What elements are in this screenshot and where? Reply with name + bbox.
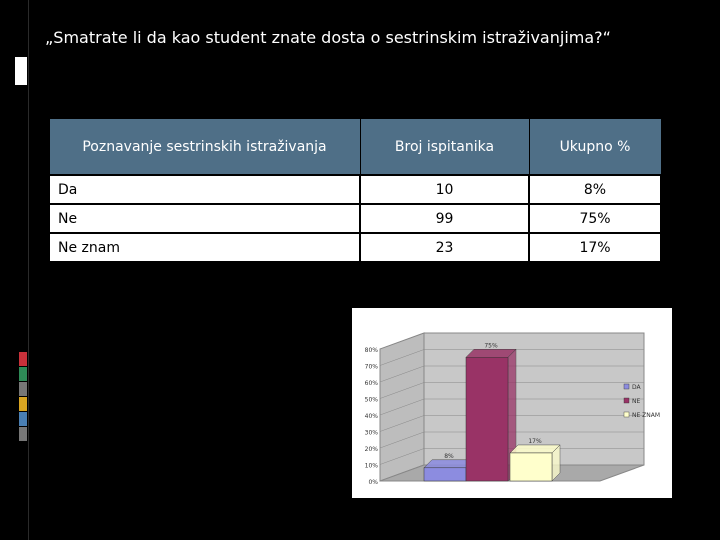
chart-svg [352,308,672,498]
row-count: 23 [360,233,529,262]
row-count: 10 [360,175,529,204]
row-percent: 75% [529,204,661,233]
header-knowledge: Poznavanje sestrinskih istraživanja [49,119,360,176]
y-tick-label: 70% [364,363,378,371]
bar-ne [466,357,508,481]
y-tick-label: 20% [364,446,378,453]
row-count: 99 [360,204,529,233]
y-tick-label: 40% [364,413,378,420]
row-label: Ne znam [49,233,360,262]
accent-bars [19,352,27,442]
accent-bar [19,427,27,441]
legend-label: NE ZNAM [632,412,661,419]
accent-bar [19,367,27,381]
bar-top [466,349,516,357]
table-row [49,175,661,204]
y-tick-label: 10% [364,462,378,470]
y-tick-label: 50% [364,396,378,404]
bar-ne-znam [510,453,552,481]
y-tick-label: 60% [364,380,378,387]
bar-value-label: 8% [444,452,454,460]
header-percent: Ukupno % [529,119,661,176]
bar-value-label: 75% [484,342,498,350]
bar-top [510,445,560,453]
accent-bar [19,412,27,426]
table-row [49,233,661,262]
y-tick-label: 0% [368,479,378,486]
bar-da [424,468,466,481]
accent-bar [19,382,27,396]
row-label: Ne [49,204,360,233]
decorative-square [15,57,27,85]
results-table [48,118,662,263]
row-percent: 17% [529,233,661,262]
legend-swatch [624,412,629,417]
legend-label: NE [632,398,641,405]
table-header-row [49,119,661,176]
y-tick-label: 80% [364,347,378,354]
row-label: Da [49,175,360,204]
accent-bar [19,352,27,366]
legend-swatch [624,384,629,389]
slide-edge-line [28,0,29,540]
y-tick-label: 30% [364,429,378,437]
accent-bar [19,397,27,411]
row-percent: 8% [529,175,661,204]
header-count: Broj ispitanika [360,119,529,176]
bar-chart [352,308,672,498]
slide-title: „Smatrate li da kao student znate dosta o sestrinskim istraživanjima?“ [45,28,611,47]
bar-value-label: 17% [528,437,542,445]
legend-swatch [624,398,629,403]
legend-label: DA [632,384,641,391]
table-row [49,204,661,233]
